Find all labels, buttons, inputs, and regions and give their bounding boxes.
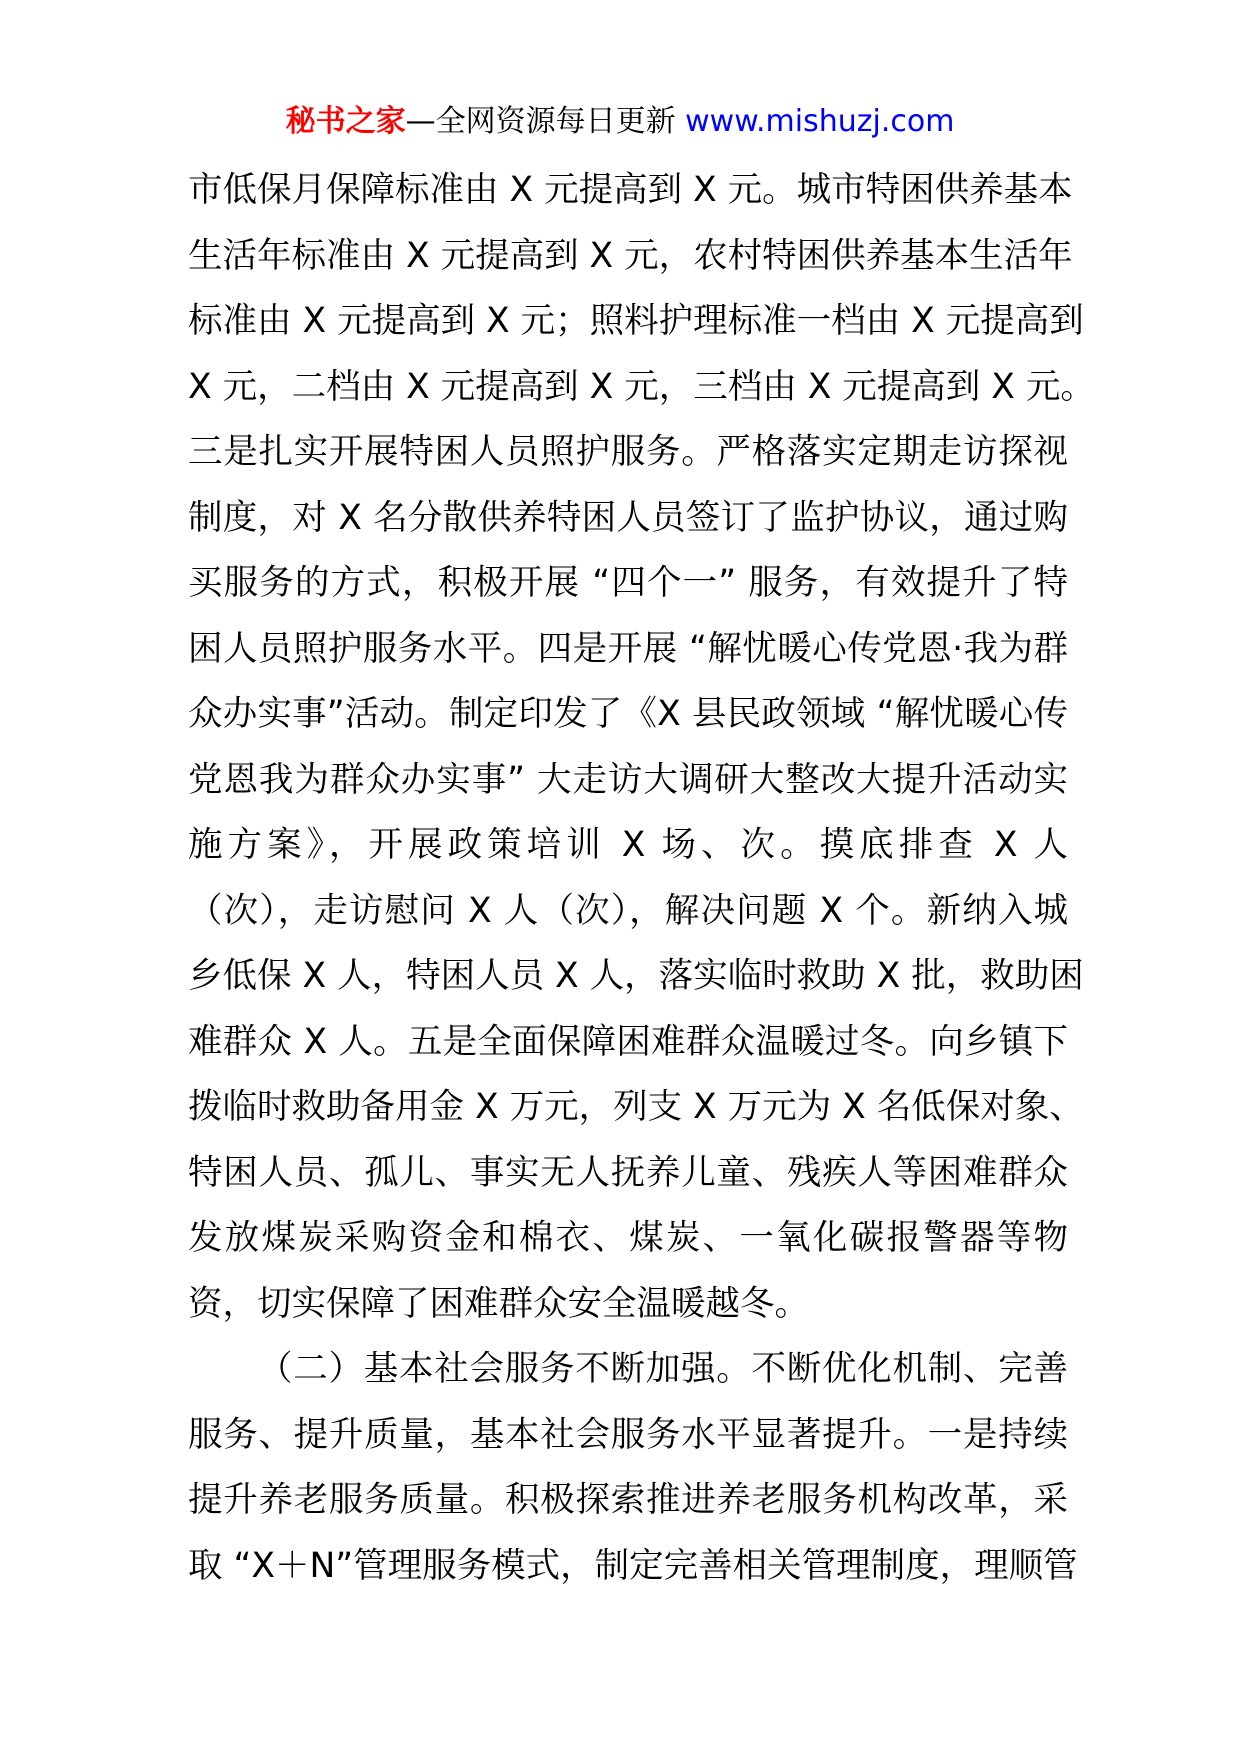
text-line: 标准由 X 元提高到 X 元；照料护理标准一档由 X 元提高到	[188, 301, 1084, 341]
text-line: 提升养老服务质量。积极探索推进养老服务机构改革，采	[188, 1480, 1068, 1520]
header-site-url: www.mishuzj.com	[685, 104, 955, 139]
text-line: 资，切实保障了困难群众安全温暖越冬。	[188, 1283, 809, 1324]
paragraph-1	[188, 158, 1095, 1337]
text-line: 拨临时救助备用金 X 万元，列支 X 万元为 X 名低保对象、	[188, 1087, 1084, 1127]
text-line: 施方案》，开展政策培训 X 场、次。摸底排查 X 人	[188, 825, 1068, 865]
page-header	[0, 100, 1240, 144]
text-line: 制度，对 X 名分散供养特困人员签订了监护协议，通过购	[188, 497, 1068, 538]
text-line: 服务、提升质量，基本社会服务水平显著提升。一是持续	[188, 1414, 1068, 1455]
header-brand: 秘书之家	[285, 104, 406, 139]
text-line: X 元，二档由 X 元提高到 X 元，三档由 X 元提高到 X 元。	[188, 366, 1095, 407]
text-line: 买服务的方式，积极开展 “四个一” 服务，有效提升了特	[188, 563, 1068, 603]
text-line: 特困人员、孤儿、事实无人抚养儿童、残疾人等困难群众	[188, 1152, 1068, 1193]
document-body	[188, 158, 1095, 1599]
text-line: 取 “X＋N”管理服务模式，制定完善相关管理制度，理顺管	[188, 1545, 1078, 1586]
text-line: 市低保月保障标准由 X 元提高到 X 元。城市特困供养基本	[188, 170, 1073, 210]
text-line: 乡低保 X 人，特困人员 X 人，落实临时救助 X 批，救助困	[188, 956, 1084, 996]
header-tagline: —全网资源每日更新	[405, 104, 686, 139]
text-line: 众办实事”活动。制定印发了《X 县民政领域 “解忧暖心传	[188, 694, 1068, 734]
text-line: （次），走访慰问 X 人（次），解决问题 X 个。新纳入城	[188, 890, 1068, 931]
text-line: 发放煤炭采购资金和棉衣、煤炭、一氧化碳报警器等物	[188, 1218, 1068, 1258]
text-line: 难群众 X 人。五是全面保障困难群众温暖过冬。向乡镇下	[188, 1021, 1068, 1062]
paragraph-2	[188, 1337, 1078, 1599]
text-line: 生活年标准由 X 元提高到 X 元，农村特困供养基本生活年	[188, 235, 1073, 276]
text-line: 党恩我为群众办实事” 大走访大调研大整改大提升活动实	[188, 759, 1068, 800]
text-line: 困人员照护服务水平。四是开展 “解忧暖心传党恩·我为群	[188, 628, 1068, 669]
text-line: 三是扎实开展特困人员照护服务。严格落实定期走访探视	[188, 432, 1068, 472]
text-line: （二）基本社会服务不断加强。不断优化机制、完善	[258, 1349, 1068, 1389]
